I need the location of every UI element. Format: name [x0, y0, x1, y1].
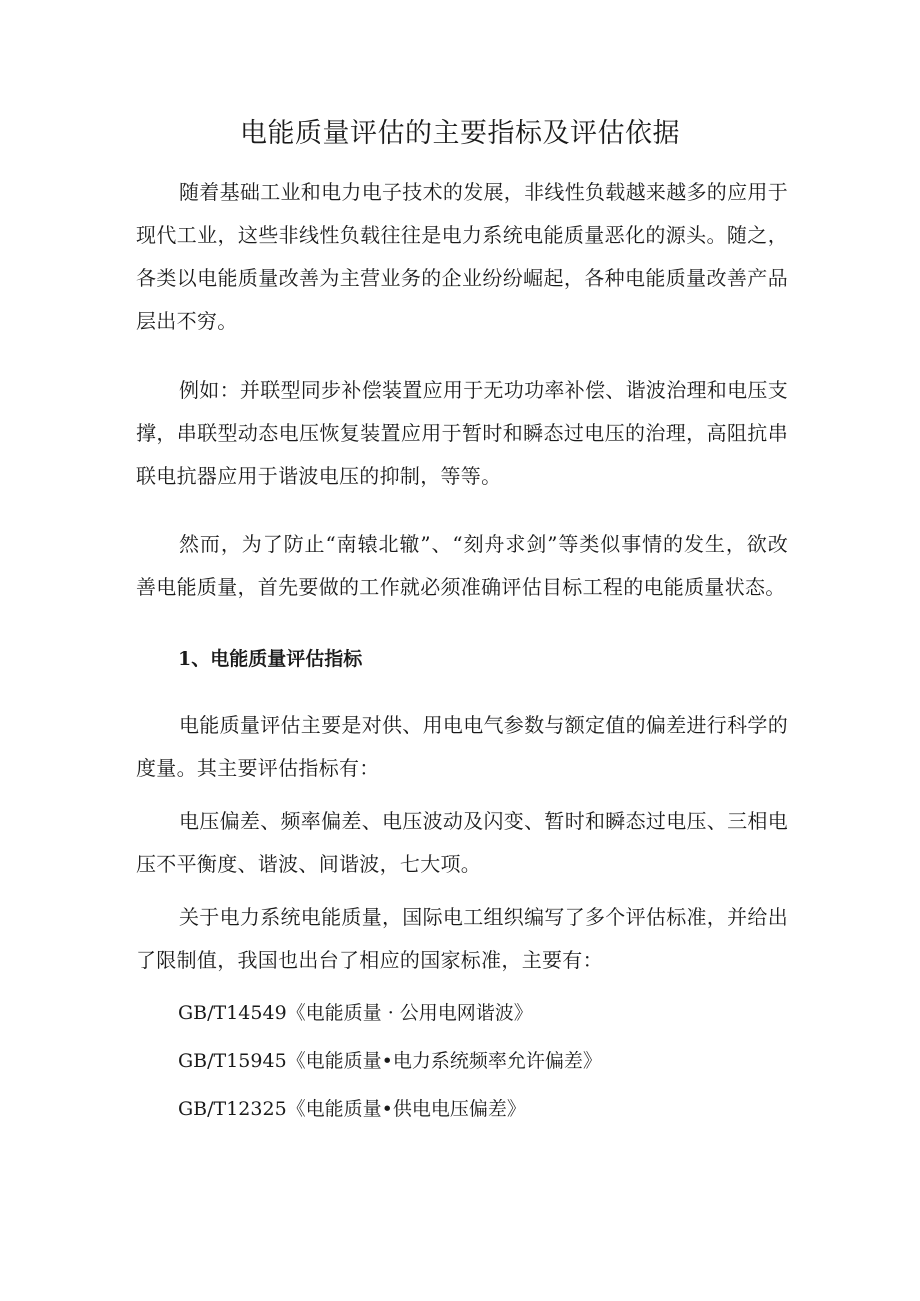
paragraph-evaluation: 电能质量评估主要是对供、用电电气参数与额定值的偏差进行科学的度量。其主要评估指标有： — [136, 713, 788, 780]
paragraph-intro: 随着基础工业和电力电子技术的发展，非线性负载越来越多的应用于现代工业，这些非线性负载往往是电力系统电能质量恶化的源头。随之，各类以电能质量改善为主营业务的企业纷纷崛起，各种电能质量改善产品层出不穷。 — [136, 180, 788, 333]
paragraph-indicators: 电压偏差、频率偏差、电压波动及闪变、暂时和瞬态过电压、三相电压不平衡度、谐波、间谐波，七大项。 — [136, 809, 788, 876]
document-title: 电能质量评估的主要指标及评估依据 — [240, 118, 680, 149]
standard-item: GB/T14549《电能质量 · 公用电网谐波》 — [178, 1002, 533, 1024]
paragraph-example: 例如：并联型同步补偿装置应用于无功功率补偿、谐波治理和电压支撑，串联型动态电压恢复装置应用于暂时和瞬态过电压的治理，高阻抗串联电抗器应用于谐波电压的抑制，等等。 — [136, 378, 788, 488]
section-heading-1: 1、电能质量评估指标 — [178, 648, 363, 670]
paragraph-however: 然而，为了防止“南辕北辙”、“刻舟求剑”等类似事情的发生，欲改善电能质量，首先要做的工作就必须准确评估目标工程的电能质量状态。 — [136, 532, 788, 599]
standard-item: GB/T15945《电能质量•电力系统频率允许偏差》 — [178, 1050, 602, 1072]
paragraph-standards-intro: 关于电力系统电能质量，国际电工组织编写了多个评估标准，并给出了限制值，我国也出台了相应的国家标准，主要有： — [136, 905, 788, 972]
standard-item: GB/T12325《电能质量•供电电压偏差》 — [178, 1098, 526, 1120]
